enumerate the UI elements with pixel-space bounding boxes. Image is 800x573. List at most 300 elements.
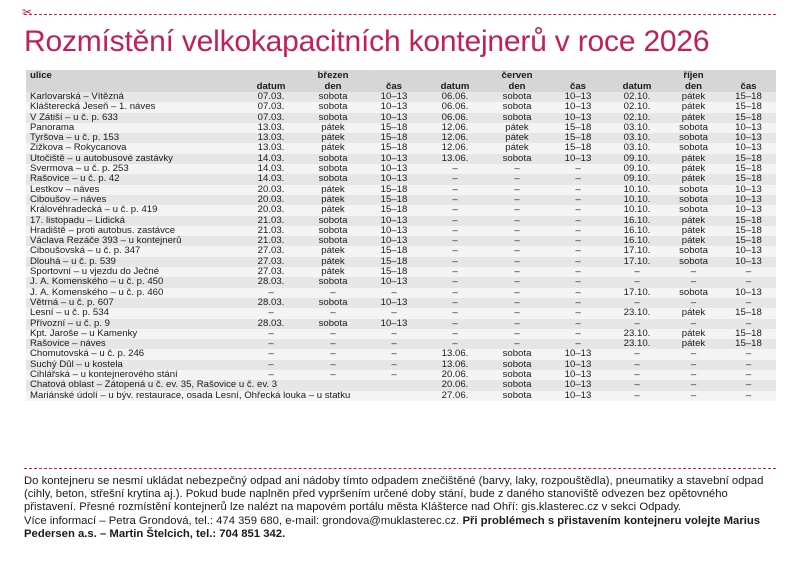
- cell-june-time: 15–18: [548, 123, 608, 133]
- cell-june-time: –: [548, 329, 608, 339]
- cell-march-day: pátek: [302, 267, 364, 277]
- footer-contact: [24, 515, 780, 541]
- cell-october-day: pátek: [666, 308, 721, 318]
- cell-street: Václava Řezáče 393 – u kontejnerů: [26, 236, 240, 246]
- header-row-subcols: [26, 81, 776, 92]
- cell-march-time: –: [364, 329, 424, 339]
- header-row-months: [26, 70, 776, 81]
- cell-march-time: 10–13: [364, 92, 424, 102]
- cell-street: Lestkov – náves: [26, 185, 240, 195]
- cell-march-date: 14.03.: [240, 154, 302, 164]
- schedule-table: [26, 70, 776, 401]
- cell-october-date: –: [608, 360, 666, 370]
- cell-march-date: 07.03.: [240, 113, 302, 123]
- cell-june-day: –: [486, 216, 548, 226]
- cell-june-day: –: [486, 185, 548, 195]
- cell-june-date: –: [424, 236, 486, 246]
- cell-june-day: –: [486, 174, 548, 184]
- cell-june-day: sobota: [486, 349, 548, 359]
- table-row: [26, 226, 776, 236]
- cell-october-time: 10–13: [721, 133, 776, 143]
- header-date: datum: [608, 81, 666, 92]
- cell-october-day: pátek: [666, 216, 721, 226]
- cell-october-day: sobota: [666, 133, 721, 143]
- schedule-table-wrap: [26, 70, 776, 401]
- table-row: [26, 236, 776, 246]
- cell-october-time: –: [721, 277, 776, 287]
- header-date: datum: [424, 81, 486, 92]
- cell-october-day: –: [666, 380, 721, 390]
- header-date: datum: [240, 81, 302, 92]
- cell-march-day: sobota: [302, 154, 364, 164]
- cell-march-time: 10–13: [364, 226, 424, 236]
- cell-street: Cihlářská – u kontejnerového stání: [26, 370, 240, 380]
- cell-october-date: –: [608, 277, 666, 287]
- table-row: [26, 174, 776, 184]
- cell-october-time: 10–13: [721, 123, 776, 133]
- cell-october-time: 15–18: [721, 113, 776, 123]
- cell-june-date: –: [424, 195, 486, 205]
- scissors-icon: ✂: [22, 5, 33, 19]
- cell-october-day: –: [666, 391, 721, 401]
- cell-october-time: 15–18: [721, 92, 776, 102]
- cell-march-date: 28.03.: [240, 319, 302, 329]
- cell-march-day: sobota: [302, 298, 364, 308]
- cell-october-day: –: [666, 267, 721, 277]
- cell-march-date: 13.03.: [240, 123, 302, 133]
- cell-march-date: 14.03.: [240, 164, 302, 174]
- table-row: [26, 339, 776, 349]
- cell-march-date: –: [240, 329, 302, 339]
- cell-october-time: 15–18: [721, 329, 776, 339]
- cell-october-date: 03.10.: [608, 143, 666, 153]
- cell-june-date: –: [424, 319, 486, 329]
- cell-october-date: –: [608, 391, 666, 401]
- cell-march-date: –: [240, 370, 302, 380]
- cell-street: Sportovní – u vjezdu do Ječné: [26, 267, 240, 277]
- cell-october-time: 15–18: [721, 164, 776, 174]
- cell-june-day: sobota: [486, 113, 548, 123]
- cell-june-time: 10–13: [548, 360, 608, 370]
- cell-october-date: 02.10.: [608, 92, 666, 102]
- cell-march-time: 10–13: [364, 164, 424, 174]
- cell-march-day: sobota: [302, 174, 364, 184]
- cell-october-day: pátek: [666, 154, 721, 164]
- cell-march-time: 15–18: [364, 246, 424, 256]
- cell-june-day: –: [486, 195, 548, 205]
- cell-june-day: –: [486, 226, 548, 236]
- cell-march-day: –: [302, 329, 364, 339]
- cell-march-date: –: [240, 339, 302, 349]
- footer-info: [24, 475, 780, 541]
- cell-june-date: –: [424, 216, 486, 226]
- cell-march-time: 10–13: [364, 319, 424, 329]
- cell-october-day: pátek: [666, 339, 721, 349]
- cell-june-day: –: [486, 246, 548, 256]
- cell-june-day: –: [486, 339, 548, 349]
- cell-october-day: –: [666, 370, 721, 380]
- table-row: [26, 257, 776, 267]
- cell-june-time: 10–13: [548, 391, 608, 401]
- cell-june-date: 12.06.: [424, 123, 486, 133]
- cell-october-day: –: [666, 277, 721, 287]
- cell-june-time: –: [548, 267, 608, 277]
- cell-october-time: –: [721, 380, 776, 390]
- cell-october-date: 16.10.: [608, 236, 666, 246]
- cell-street: Hradiště – proti autobus. zastávce: [26, 226, 240, 236]
- cell-october-day: pátek: [666, 113, 721, 123]
- cell-june-date: 20.06.: [424, 380, 486, 390]
- header-month-october: říjen: [666, 70, 721, 81]
- cell-march-time: 15–18: [364, 195, 424, 205]
- cell-october-date: 23.10.: [608, 339, 666, 349]
- cell-october-time: –: [721, 267, 776, 277]
- cell-june-time: 10–13: [548, 113, 608, 123]
- cell-street: Větrná – u č. p. 607: [26, 298, 240, 308]
- cell-june-day: –: [486, 308, 548, 318]
- table-row: [26, 246, 776, 256]
- cell-june-day: pátek: [486, 123, 548, 133]
- cell-october-date: 23.10.: [608, 308, 666, 318]
- cell-march-day: sobota: [302, 164, 364, 174]
- cell-march-time: –: [364, 360, 424, 370]
- cell-march-date: 27.03.: [240, 257, 302, 267]
- cell-march-day: –: [302, 349, 364, 359]
- header-month-march: březen: [302, 70, 364, 81]
- cell-march-day: pátek: [302, 205, 364, 215]
- cell-october-date: 10.10.: [608, 185, 666, 195]
- cell-street: 17. listopadu – Lidická: [26, 216, 240, 226]
- cell-march-time: 10–13: [364, 298, 424, 308]
- cell-march-day: –: [302, 308, 364, 318]
- cell-march-time: 15–18: [364, 143, 424, 153]
- cell-street: Ciboušov – náves: [26, 195, 240, 205]
- cell-march-date: 14.03.: [240, 174, 302, 184]
- cell-october-date: –: [608, 380, 666, 390]
- cell-june-time: –: [548, 205, 608, 215]
- table-row: [26, 298, 776, 308]
- page-title: Rozmístění velkokapacitních kontejnerů v roce 2026: [24, 25, 710, 58]
- cell-october-time: 10–13: [721, 257, 776, 267]
- header-day: den: [302, 81, 364, 92]
- cell-march-date: 20.03.: [240, 205, 302, 215]
- cell-march-time: 15–18: [364, 133, 424, 143]
- cell-march-time: –: [364, 370, 424, 380]
- cell-march-day: sobota: [302, 277, 364, 287]
- cell-june-date: –: [424, 185, 486, 195]
- cell-march-date: 21.03.: [240, 216, 302, 226]
- cell-june-date: –: [424, 308, 486, 318]
- cell-october-date: –: [608, 370, 666, 380]
- cell-june-time: 10–13: [548, 102, 608, 112]
- cell-street: Útočiště – u autobusové zastávky: [26, 154, 240, 164]
- cell-june-date: –: [424, 257, 486, 267]
- cell-march-date: 28.03.: [240, 277, 302, 287]
- cell-october-time: –: [721, 370, 776, 380]
- cell-october-time: 10–13: [721, 143, 776, 153]
- cell-march-day: sobota: [302, 226, 364, 236]
- cell-march-time: 10–13: [364, 236, 424, 246]
- table-row: [26, 123, 776, 133]
- cell-june-day: sobota: [486, 380, 548, 390]
- cell-street: Dlouhá – u č. p. 539: [26, 257, 240, 267]
- cell-june-date: 13.06.: [424, 349, 486, 359]
- cell-october-day: sobota: [666, 143, 721, 153]
- cell-june-day: –: [486, 329, 548, 339]
- header-time: čas: [548, 81, 608, 92]
- cell-street: Tyršova – u č. p. 153: [26, 133, 240, 143]
- cell-june-date: –: [424, 174, 486, 184]
- cell-march-time: 15–18: [364, 257, 424, 267]
- cell-street: Ciboušovská – u č. p. 347: [26, 246, 240, 256]
- cell-street: Rašovice – u č. p. 42: [26, 174, 240, 184]
- cell-october-day: sobota: [666, 246, 721, 256]
- cell-june-date: –: [424, 226, 486, 236]
- cell-march-day: –: [302, 339, 364, 349]
- header-day: den: [486, 81, 548, 92]
- cell-march-time: –: [364, 349, 424, 359]
- cell-june-time: 10–13: [548, 92, 608, 102]
- cell-october-time: –: [721, 391, 776, 401]
- cell-march-time: 10–13: [364, 113, 424, 123]
- cell-street: Královéhradecká – u č. p. 419: [26, 205, 240, 215]
- cell-october-day: pátek: [666, 102, 721, 112]
- cell-october-time: 15–18: [721, 216, 776, 226]
- cell-march-day: sobota: [302, 113, 364, 123]
- cell-october-date: 23.10.: [608, 329, 666, 339]
- cell-june-time: –: [548, 298, 608, 308]
- cell-october-day: pátek: [666, 236, 721, 246]
- cell-june-day: sobota: [486, 154, 548, 164]
- cell-march-day: sobota: [302, 319, 364, 329]
- table-row: [26, 329, 776, 339]
- cell-march-date: 21.03.: [240, 236, 302, 246]
- cell-october-time: 15–18: [721, 102, 776, 112]
- cell-march-day: sobota: [302, 92, 364, 102]
- cell-october-time: 15–18: [721, 308, 776, 318]
- table-row: [26, 154, 776, 164]
- table-row: [26, 195, 776, 205]
- cell-june-time: 15–18: [548, 133, 608, 143]
- cell-march-day: pátek: [302, 123, 364, 133]
- cell-street: J. Á. Komenského – u č. p. 450: [26, 277, 240, 287]
- cell-october-day: –: [666, 319, 721, 329]
- cell-june-day: –: [486, 257, 548, 267]
- cell-june-date: –: [424, 298, 486, 308]
- table-row: [26, 370, 776, 380]
- cell-june-time: 15–18: [548, 143, 608, 153]
- header-month-june: červen: [486, 70, 548, 81]
- cell-june-date: 06.06.: [424, 102, 486, 112]
- cell-june-date: –: [424, 246, 486, 256]
- cell-june-day: sobota: [486, 360, 548, 370]
- cell-march-date: 13.03.: [240, 133, 302, 143]
- table-row: [26, 380, 776, 390]
- cell-march-time: 10–13: [364, 154, 424, 164]
- cell-october-time: 15–18: [721, 236, 776, 246]
- cell-march-day: pátek: [302, 143, 364, 153]
- table-row: [26, 277, 776, 287]
- cell-street: Lesní – u č. p. 534: [26, 308, 240, 318]
- cell-june-time: –: [548, 246, 608, 256]
- cell-june-time: –: [548, 277, 608, 287]
- cell-june-time: –: [548, 185, 608, 195]
- cell-june-time: 10–13: [548, 154, 608, 164]
- cell-june-time: –: [548, 308, 608, 318]
- cell-june-day: sobota: [486, 92, 548, 102]
- cell-october-time: 15–18: [721, 154, 776, 164]
- cell-street: V Zátiší – u č. p. 633: [26, 113, 240, 123]
- cell-october-time: 10–13: [721, 205, 776, 215]
- cell-march-time: 15–18: [364, 267, 424, 277]
- cell-october-date: 17.10.: [608, 246, 666, 256]
- cell-june-day: –: [486, 298, 548, 308]
- cell-june-date: –: [424, 267, 486, 277]
- cell-march-date: –: [240, 360, 302, 370]
- cell-march-time: 10–13: [364, 277, 424, 287]
- cell-march-time: 15–18: [364, 123, 424, 133]
- footer-problems-text: Při problémech s přistavením kontejneru volejte Marius Pedersen a.s. – Martin Štelcich, tel.: 704 851 342.: [24, 514, 761, 540]
- cell-october-day: pátek: [666, 164, 721, 174]
- cell-october-day: sobota: [666, 205, 721, 215]
- cell-june-time: –: [548, 216, 608, 226]
- cell-october-date: 16.10.: [608, 226, 666, 236]
- cell-october-day: –: [666, 360, 721, 370]
- table-row: [26, 164, 776, 174]
- cell-march-date: 20.03.: [240, 195, 302, 205]
- cell-october-date: 09.10.: [608, 154, 666, 164]
- cell-october-day: pátek: [666, 329, 721, 339]
- cell-october-date: 02.10.: [608, 113, 666, 123]
- cell-street: Mariánské údolí – u býv. restaurace, osada Lesní, Ohřecká louka – u statku: [26, 391, 424, 401]
- cell-march-date: –: [240, 288, 302, 298]
- cell-june-time: 10–13: [548, 380, 608, 390]
- table-row: [26, 391, 776, 401]
- cell-june-date: 13.06.: [424, 154, 486, 164]
- table-row: [26, 308, 776, 318]
- cell-june-day: –: [486, 319, 548, 329]
- cell-october-date: 02.10.: [608, 102, 666, 112]
- table-row: [26, 319, 776, 329]
- cell-june-day: –: [486, 277, 548, 287]
- cell-october-date: –: [608, 349, 666, 359]
- cell-june-date: 20.06.: [424, 370, 486, 380]
- cell-march-day: sobota: [302, 236, 364, 246]
- cell-june-day: –: [486, 288, 548, 298]
- cell-march-time: 10–13: [364, 102, 424, 112]
- cell-october-time: 10–13: [721, 288, 776, 298]
- top-dashed-cut-line: [24, 14, 776, 15]
- cell-march-time: –: [364, 288, 424, 298]
- cell-june-day: –: [486, 205, 548, 215]
- cell-october-day: –: [666, 349, 721, 359]
- cell-street: Rašovice – náves: [26, 339, 240, 349]
- cell-march-day: pátek: [302, 246, 364, 256]
- cell-june-date: –: [424, 329, 486, 339]
- cell-street: Karlovarská – Vítězná: [26, 92, 240, 102]
- cell-march-date: 28.03.: [240, 298, 302, 308]
- cell-march-date: 07.03.: [240, 92, 302, 102]
- cell-june-day: –: [486, 236, 548, 246]
- footer-paragraph: Do kontejneru se nesmí ukládat nebezpečný odpad ani nádoby tímto odpadem znečištěné (barvy, laky, rozpouštědla), pneumatiky a stavební odpad (cihly, beton, střešní krytina aj.). Pokud bude naplněn před vypršením určené doby stání, bude z daného stanoviště odvezen bez opětovného přistavení. Přesné rozmístění kontejnerů lze nalézt na mapovém portálu města Klášterce nad Ohří: gis.klasterec.cz v sekci Odpady.: [24, 475, 764, 514]
- cell-june-time: –: [548, 236, 608, 246]
- cell-june-time: 10–13: [548, 349, 608, 359]
- cell-june-date: 12.06.: [424, 133, 486, 143]
- table-row: [26, 288, 776, 298]
- cell-october-date: –: [608, 319, 666, 329]
- cell-october-day: –: [666, 298, 721, 308]
- cell-june-day: pátek: [486, 133, 548, 143]
- cell-june-date: 27.06.: [424, 391, 486, 401]
- cell-march-time: 15–18: [364, 205, 424, 215]
- header-day: den: [666, 81, 721, 92]
- cell-june-day: sobota: [486, 102, 548, 112]
- cell-march-day: sobota: [302, 216, 364, 226]
- cell-june-day: –: [486, 164, 548, 174]
- cell-october-time: 10–13: [721, 246, 776, 256]
- cell-june-time: –: [548, 339, 608, 349]
- table-row: [26, 216, 776, 226]
- cell-march-date: 20.03.: [240, 185, 302, 195]
- cell-street: Chatová oblast – Zátopená u č. ev. 35, Rašovice u č. ev. 3: [26, 380, 424, 390]
- cell-street: Přívozní – u č. p. 9: [26, 319, 240, 329]
- cell-march-date: 27.03.: [240, 246, 302, 256]
- cell-march-day: pátek: [302, 257, 364, 267]
- cell-october-date: 10.10.: [608, 205, 666, 215]
- cell-october-date: –: [608, 298, 666, 308]
- cell-october-date: 03.10.: [608, 133, 666, 143]
- schedule-rows: [26, 92, 776, 401]
- cell-october-date: –: [608, 267, 666, 277]
- cell-october-date: 03.10.: [608, 123, 666, 133]
- cell-october-date: 17.10.: [608, 257, 666, 267]
- cell-march-date: –: [240, 349, 302, 359]
- table-row: [26, 92, 776, 102]
- table-row: [26, 113, 776, 123]
- cell-october-date: 10.10.: [608, 195, 666, 205]
- cell-street: J. Á. Komenského – u č. p. 460: [26, 288, 240, 298]
- cell-october-time: 15–18: [721, 226, 776, 236]
- cell-street: Žižkova – Rokycanova: [26, 143, 240, 153]
- table-row: [26, 133, 776, 143]
- cell-june-date: –: [424, 164, 486, 174]
- cell-october-day: sobota: [666, 288, 721, 298]
- cell-june-time: 10–13: [548, 370, 608, 380]
- cell-june-time: –: [548, 257, 608, 267]
- cell-october-day: sobota: [666, 185, 721, 195]
- cell-march-day: pátek: [302, 133, 364, 143]
- cell-march-day: pátek: [302, 185, 364, 195]
- cell-june-date: 13.06.: [424, 360, 486, 370]
- cell-june-day: –: [486, 267, 548, 277]
- table-row: [26, 205, 776, 215]
- table-row: [26, 185, 776, 195]
- cell-march-date: 13.03.: [240, 143, 302, 153]
- header-time: čas: [721, 81, 776, 92]
- cell-october-time: 15–18: [721, 339, 776, 349]
- cell-october-time: 10–13: [721, 195, 776, 205]
- cell-october-time: 15–18: [721, 174, 776, 184]
- cell-october-day: sobota: [666, 257, 721, 267]
- cell-march-date: 07.03.: [240, 102, 302, 112]
- cell-march-day: –: [302, 288, 364, 298]
- cell-march-date: –: [240, 308, 302, 318]
- cell-june-time: –: [548, 164, 608, 174]
- cell-street: Klášterecká Jeseň – 1. náves: [26, 102, 240, 112]
- cell-march-date: 21.03.: [240, 226, 302, 236]
- cell-october-time: –: [721, 298, 776, 308]
- cell-march-time: 10–13: [364, 174, 424, 184]
